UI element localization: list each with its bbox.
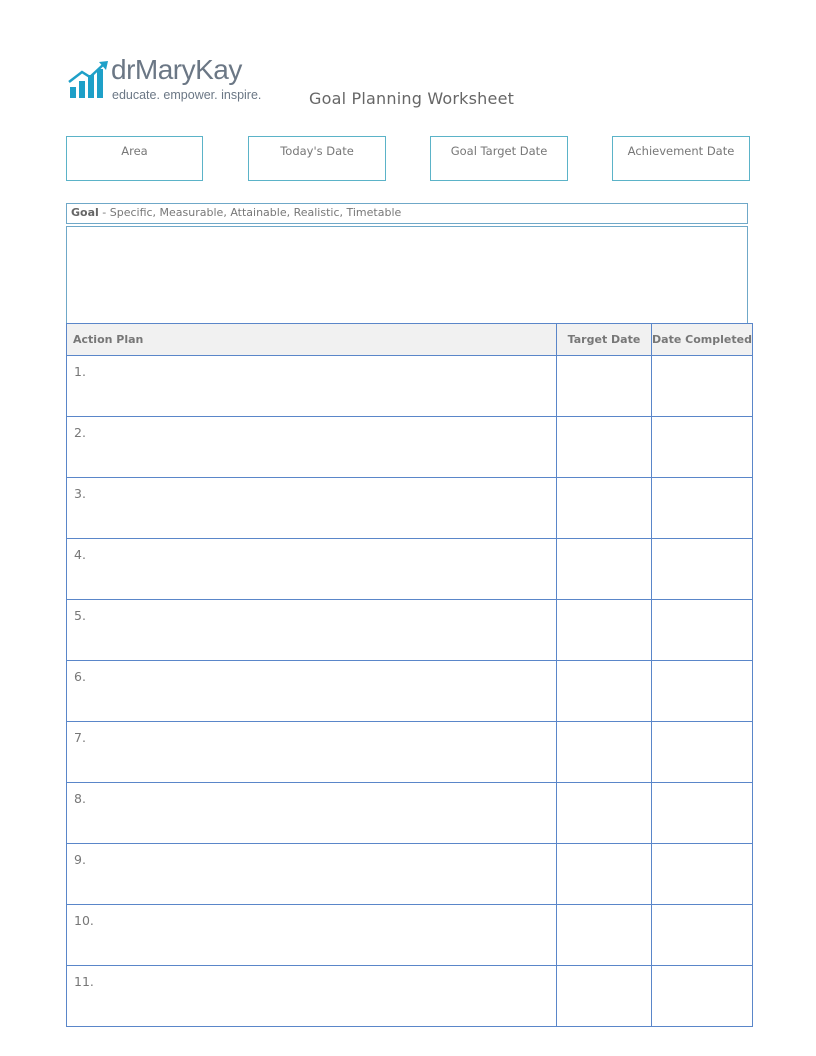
achievement-date-field[interactable] (612, 136, 750, 181)
goal-header (66, 203, 748, 224)
table-row (67, 356, 753, 417)
action-plan-table (66, 323, 753, 1027)
target-date-cell[interactable] (557, 478, 652, 539)
date-completed-cell[interactable] (652, 478, 753, 539)
table-row (67, 539, 753, 600)
action-cell[interactable]: 10. (67, 905, 557, 966)
table-row (67, 844, 753, 905)
action-cell[interactable]: 5. (67, 600, 557, 661)
date-completed-cell[interactable] (652, 417, 753, 478)
table-row (67, 783, 753, 844)
achievement-date-label: Achievement Date (627, 144, 735, 158)
table-row (67, 966, 753, 1027)
target-date-cell[interactable] (557, 356, 652, 417)
date-completed-cell[interactable] (652, 356, 753, 417)
table-row (67, 417, 753, 478)
goal-description: - Specific, Measurable, Attainable, Realistic, Timetable (98, 206, 402, 219)
table-row (67, 722, 753, 783)
page-title: Goal Planning Worksheet (309, 89, 515, 108)
date-completed-cell[interactable] (652, 539, 753, 600)
todays-date-label: Today's Date (280, 144, 354, 158)
target-date-cell[interactable] (557, 722, 652, 783)
target-date-cell[interactable] (557, 844, 652, 905)
date-completed-header: Date Completed (652, 324, 753, 356)
area-label: Area (121, 144, 148, 158)
action-cell[interactable]: 8. (67, 783, 557, 844)
action-cell[interactable]: 3. (67, 478, 557, 539)
date-completed-cell[interactable] (652, 661, 753, 722)
target-date-header: Target Date (557, 324, 652, 356)
table-row (67, 661, 753, 722)
target-date-cell[interactable] (557, 905, 652, 966)
target-date-cell[interactable] (557, 539, 652, 600)
table-row (67, 600, 753, 661)
target-date-cell[interactable] (557, 966, 652, 1027)
action-cell[interactable]: 6. (67, 661, 557, 722)
table-row (67, 905, 753, 966)
date-completed-cell[interactable] (652, 905, 753, 966)
brand-name: drMaryKay (111, 54, 242, 85)
table-header-row (67, 324, 753, 356)
target-date-cell[interactable] (557, 783, 652, 844)
action-cell[interactable]: 2. (67, 417, 557, 478)
action-cell[interactable]: 7. (67, 722, 557, 783)
action-plan-header: Action Plan (67, 324, 557, 356)
bar-chart-arrow-icon (68, 60, 110, 100)
action-cell[interactable]: 4. (67, 539, 557, 600)
goal-label: Goal (71, 206, 99, 219)
target-date-cell[interactable] (557, 417, 652, 478)
table-row (67, 478, 753, 539)
target-date-cell[interactable] (557, 600, 652, 661)
action-cell[interactable]: 11. (67, 966, 557, 1027)
date-completed-cell[interactable] (652, 783, 753, 844)
action-cell[interactable]: 9. (67, 844, 557, 905)
date-completed-cell[interactable] (652, 966, 753, 1027)
area-field[interactable] (66, 136, 203, 181)
logo (68, 54, 268, 104)
date-completed-cell[interactable] (652, 722, 753, 783)
action-cell[interactable]: 1. (67, 356, 557, 417)
target-date-cell[interactable] (557, 661, 652, 722)
goal-target-date-field[interactable] (430, 136, 568, 181)
goal-input-area[interactable] (66, 226, 748, 324)
todays-date-field[interactable] (248, 136, 386, 181)
date-completed-cell[interactable] (652, 844, 753, 905)
brand-tagline: educate. empower. inspire. (112, 88, 262, 102)
goal-target-date-label: Goal Target Date (450, 144, 548, 158)
date-completed-cell[interactable] (652, 600, 753, 661)
